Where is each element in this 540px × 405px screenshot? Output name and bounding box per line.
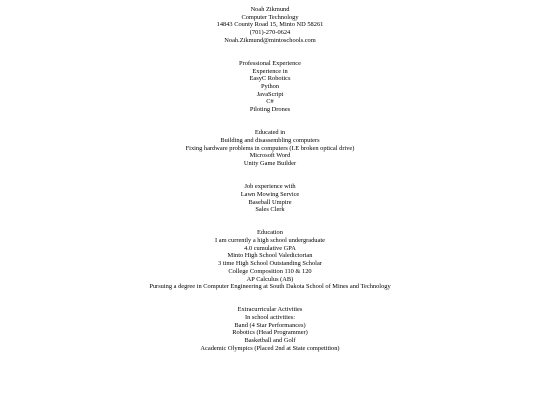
job-experience-section <box>0 183 540 214</box>
list-item: Experience in <box>252 67 288 75</box>
section-spacer <box>0 214 540 229</box>
educated-in-section <box>0 129 540 168</box>
list-item: Python <box>260 83 280 91</box>
section-spacer <box>0 168 540 183</box>
list-item: Academic Olympics (Placed 2nd at State competition) <box>200 344 340 352</box>
list-item: Unity Game Builder <box>243 160 297 168</box>
section-heading: Extracurricular Activities <box>237 306 303 314</box>
contact-email: Noah.Zikmund@mintoschools.com <box>224 36 316 44</box>
list-item: In school activities: <box>244 314 296 322</box>
list-item: Band (4 Star Performances) <box>234 321 306 329</box>
extracurricular-section <box>0 306 540 352</box>
section-heading: Professional Experience <box>239 59 301 67</box>
list-item: Baseball Umpire <box>248 198 292 206</box>
list-item: Microsoft Word <box>249 152 291 160</box>
section-spacer <box>0 114 540 129</box>
section-heading: Educated in <box>254 129 286 137</box>
list-item: College Composition 110 & 120 <box>228 267 312 275</box>
section-spacer <box>0 45 540 60</box>
list-item: JavaScript <box>256 90 284 98</box>
contact-name: Noah Zikmund <box>250 6 290 13</box>
list-item: Fixing hardware problems in computers (I.E broken optical drive) <box>185 144 355 152</box>
list-item: Sales Clerk <box>255 206 285 214</box>
list-item: C# <box>266 98 274 106</box>
contact-section <box>0 6 540 45</box>
list-item: AP Calculus (AB) <box>246 275 294 283</box>
contact-address: 14843 County Road 15, Minto ND 58261 <box>216 21 324 29</box>
list-item: Minto High School Valedictorian <box>227 252 313 260</box>
list-item: EasyC Robotics <box>249 75 291 83</box>
list-item: Pursuing a degree in Computer Engineering at South Dakota School of Mines and Technology <box>149 283 391 291</box>
section-heading: Education <box>257 229 283 237</box>
contact-phone: (701)-270-0624 <box>249 29 291 37</box>
list-item: Building and disassembling computers <box>220 136 320 144</box>
list-item: Piloting Drones <box>249 106 291 114</box>
list-item: Robotics (Head Programmer) <box>232 329 308 337</box>
list-item: I am currently a high school undergraduate <box>215 237 325 245</box>
section-heading: Job experience with <box>244 183 296 191</box>
professional-experience-section <box>0 60 540 114</box>
section-spacer <box>0 291 540 306</box>
contact-title: Computer Technology <box>241 13 299 21</box>
list-item: 4.0 cumulative GPA <box>244 244 296 252</box>
education-section <box>0 229 540 291</box>
list-item: 3 time High School Outstanding Scholar <box>218 260 322 268</box>
list-item: Basketball and Golf <box>244 337 296 345</box>
list-item: Lawn Mowing Service <box>240 190 300 198</box>
